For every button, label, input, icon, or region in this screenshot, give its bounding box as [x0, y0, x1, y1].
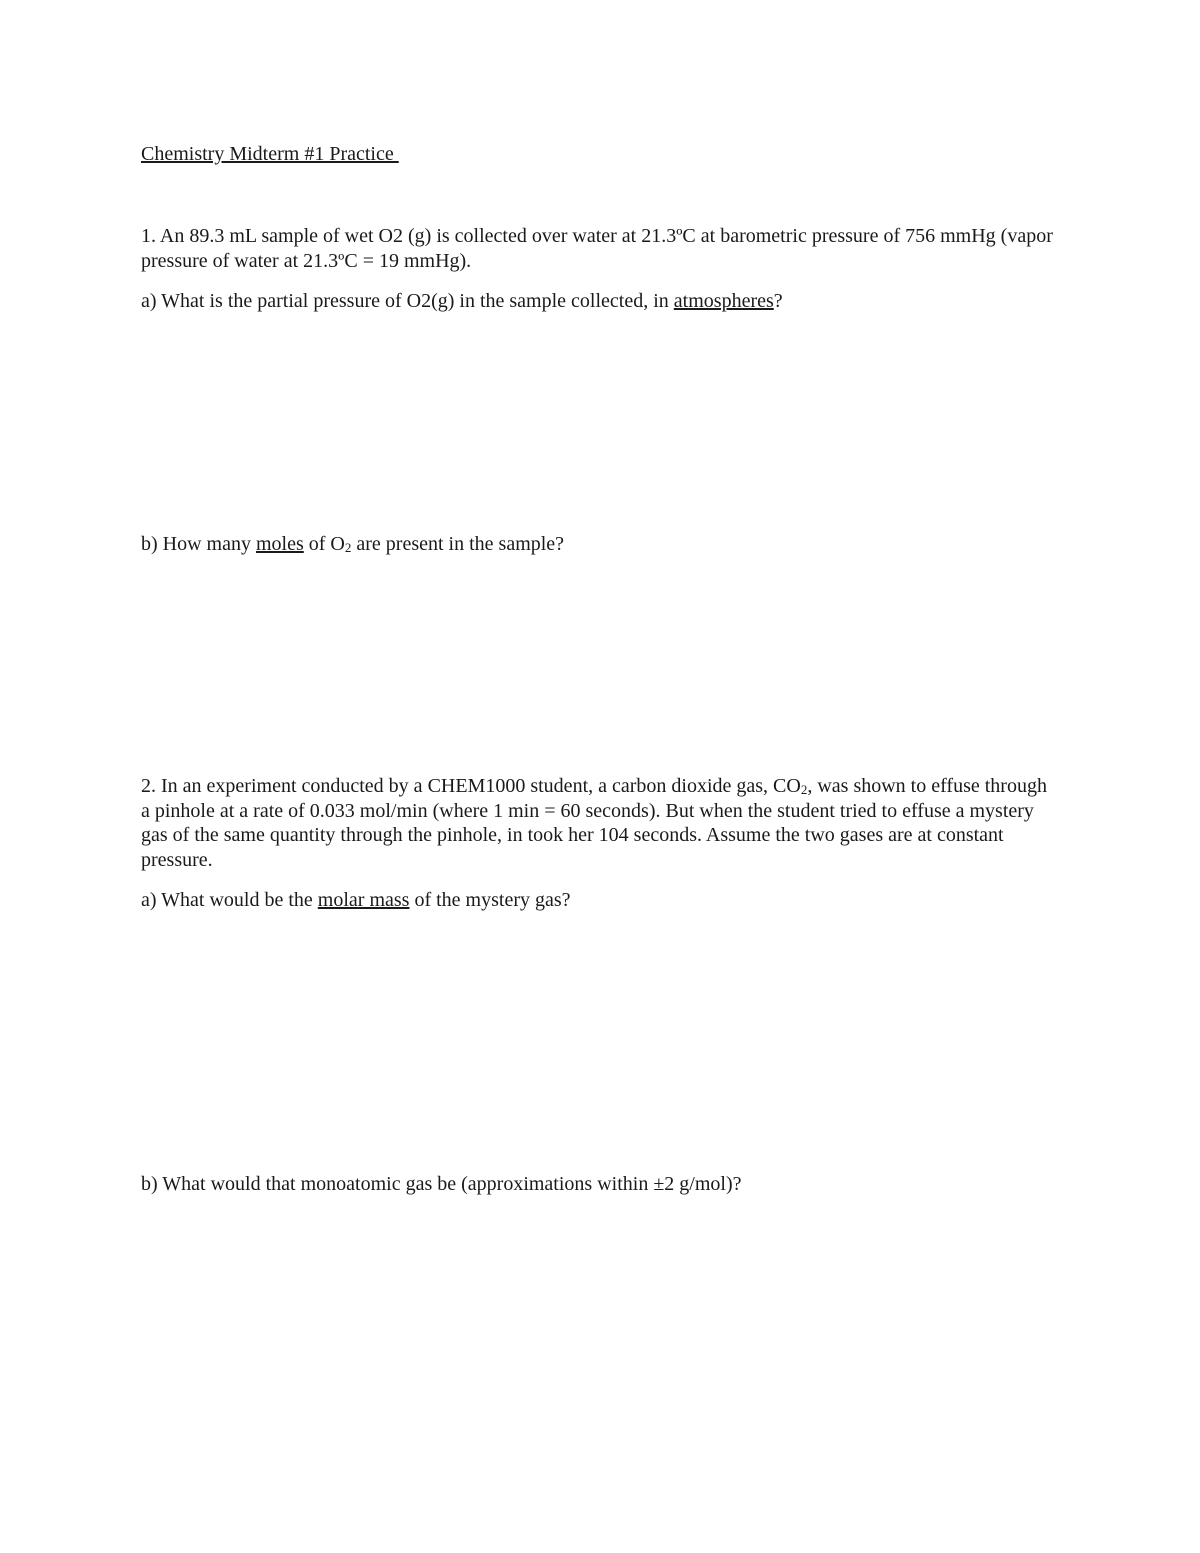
- question-1b-underlined: moles: [255, 533, 304, 555]
- question-1-stem: 1. An 89.3 mL sample of wet O2 (g) is collected over water at 21.3ºC at barometric pressure of 756 mmHg (vapor pressure of water at 21.3ºC = 19 mmHg).: [141, 225, 1053, 272]
- document-title: Chemistry Midterm #1 Practice: [141, 143, 399, 165]
- question-1b-end: are present in the sample?: [351, 533, 565, 555]
- question-1b-subscript: 2: [344, 540, 352, 555]
- question-2a-underlined: molar mass: [317, 889, 410, 911]
- question-1a-text: a) What is the partial pressure of O2(g) in the sample collected, in: [141, 290, 674, 312]
- question-2-stem-start: 2. In an experiment conducted by a CHEM1000 student, a carbon dioxide gas, CO: [141, 775, 801, 797]
- question-1b-text: b) How many: [141, 533, 256, 555]
- question-1a-end: ?: [773, 290, 783, 312]
- question-2-stem-end: , was shown to effuse through a pinhole at a rate of 0.033 mol/min (where 1 min = 60 seconds). But when the student tried to effuse a mystery gas of the same quantity through the pinhole, in took her 104 seconds. Assume the two gases are at constant pressure.: [141, 775, 1047, 871]
- question-2a: [141, 888, 1056, 913]
- question-1a: [141, 289, 1056, 314]
- question-1a-underlined: atmospheres: [673, 290, 774, 312]
- question-2a-text: a) What would be the: [141, 889, 318, 911]
- question-1b: [141, 532, 1056, 557]
- question-2a-end: of the mystery gas?: [409, 889, 571, 911]
- question-1b-mid: of O: [303, 533, 345, 555]
- question-2b: b) What would that monoatomic gas be (approximations within ±2 g/mol)?: [141, 1173, 742, 1195]
- question-2-subscript: 2: [800, 782, 808, 797]
- question-2-stem: [141, 774, 1056, 872]
